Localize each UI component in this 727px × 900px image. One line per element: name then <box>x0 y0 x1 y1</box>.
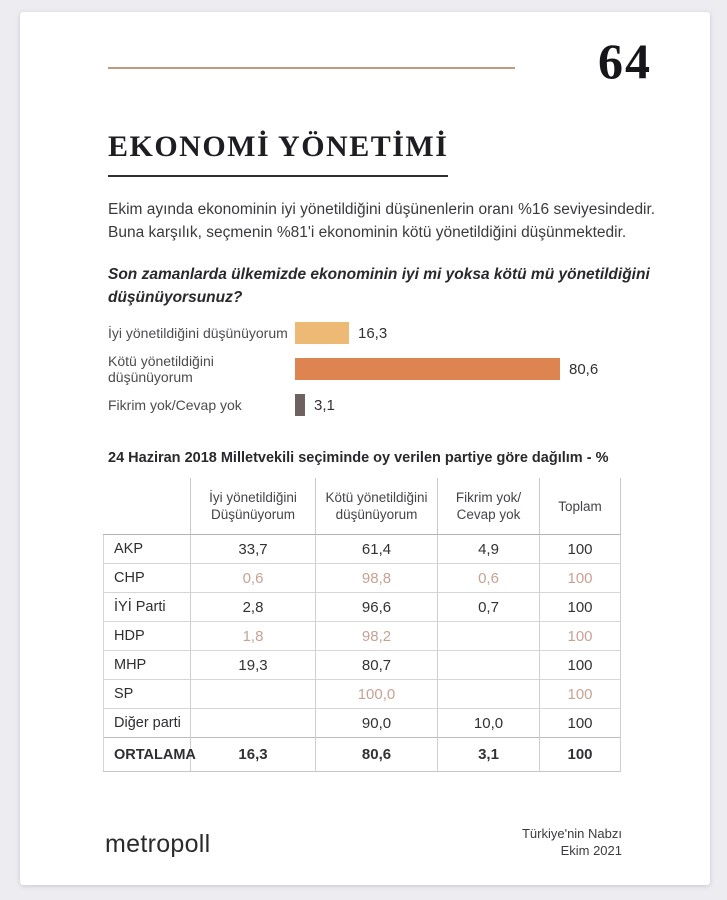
value-cell: 2,8 <box>191 593 316 622</box>
table-column-header: İyi yönetildiğini Düşünüyorum <box>191 478 316 535</box>
value-cell: 80,6 <box>316 738 438 772</box>
party-name-cell: CHP <box>104 564 191 593</box>
value-cell: 96,6 <box>316 593 438 622</box>
value-cell: 100 <box>540 651 621 680</box>
chart-bar-segment <box>295 394 305 416</box>
intro-paragraph <box>108 198 688 244</box>
table-row <box>104 535 621 564</box>
question-line: düşünüyorsunuz? <box>108 289 243 306</box>
chart-row <box>108 394 688 416</box>
intro-line: Buna karşılık, seçmenin %81'i ekonominin kötü yönetildiğini düşünmektedir. <box>108 224 627 241</box>
value-cell: 33,7 <box>191 535 316 564</box>
table-row <box>104 738 621 772</box>
intro-line: Ekim ayında ekonominin iyi yönetildiğini düşünenlerin oranı %16 seviyesindedir. <box>108 201 656 218</box>
chart-category-label: Fikrim yok/Cevap yok <box>108 397 242 413</box>
value-cell: 98,8 <box>316 564 438 593</box>
party-name-cell: AKP <box>104 535 191 564</box>
value-cell <box>191 709 316 738</box>
survey-question <box>108 263 688 309</box>
report-page <box>20 12 710 885</box>
value-cell: 3,1 <box>438 738 540 772</box>
table-column-header <box>104 478 191 535</box>
value-cell: 100 <box>540 622 621 651</box>
value-cell: 100,0 <box>316 680 438 709</box>
value-cell: 80,7 <box>316 651 438 680</box>
chart-category-label: Kötü yönetildiğini düşünüyorum <box>108 353 214 385</box>
value-cell <box>191 680 316 709</box>
chart-value-label: 3,1 <box>314 396 335 414</box>
value-cell: 98,2 <box>316 622 438 651</box>
value-cell <box>438 680 540 709</box>
table-row <box>104 564 621 593</box>
party-breakdown-table <box>103 478 621 772</box>
table-column-header: Fikrim yok/ Cevap yok <box>438 478 540 535</box>
party-name-cell: HDP <box>104 622 191 651</box>
chart-bar-segment <box>295 322 349 344</box>
value-cell: 1,8 <box>191 622 316 651</box>
party-name-cell: ORTALAMA <box>104 738 191 772</box>
table-row <box>104 622 621 651</box>
table-title: 24 Haziran 2018 Milletvekili seçiminde oy verilen partiye göre dağılım - % <box>108 450 609 466</box>
metropoll-logo: metropoll <box>105 830 211 858</box>
table-row <box>104 651 621 680</box>
value-cell: 90,0 <box>316 709 438 738</box>
table-row <box>104 593 621 622</box>
table-column-header: Kötü yönetildiğini düşünüyorum <box>316 478 438 535</box>
value-cell <box>438 651 540 680</box>
page-number: 64 <box>598 33 652 89</box>
value-cell: 4,9 <box>438 535 540 564</box>
footer-line: Türkiye'nin Nabzı <box>521 826 622 841</box>
party-name-cell: İYİ Parti <box>104 593 191 622</box>
value-cell: 100 <box>540 564 621 593</box>
chart-row <box>108 322 688 344</box>
value-cell: 0,6 <box>191 564 316 593</box>
table-body <box>104 535 621 772</box>
chart-value-label: 80,6 <box>569 360 599 378</box>
value-cell: 10,0 <box>438 709 540 738</box>
value-cell: 0,6 <box>438 564 540 593</box>
value-cell: 100 <box>540 593 621 622</box>
party-name-cell: Diğer parti <box>104 709 191 738</box>
value-cell: 19,3 <box>191 651 316 680</box>
value-cell: 100 <box>540 535 621 564</box>
page-title: EKONOMİ YÖNETİMİ <box>108 130 448 177</box>
value-cell: 100 <box>540 680 621 709</box>
chart-value-label: 16,3 <box>358 324 388 342</box>
footer-meta <box>522 825 622 859</box>
value-cell: 61,4 <box>316 535 438 564</box>
value-cell: 100 <box>540 709 621 738</box>
table-row <box>104 709 621 738</box>
party-name-cell: MHP <box>104 651 191 680</box>
value-cell: 16,3 <box>191 738 316 772</box>
chart-bar-segment <box>295 358 560 380</box>
value-cell: 100 <box>540 738 621 772</box>
header-rule <box>108 67 515 69</box>
chart-row <box>108 353 688 385</box>
value-cell: 0,7 <box>438 593 540 622</box>
question-line: Son zamanlarda ülkemizde ekonominin iyi mi yoksa kötü mü yönetildiğini <box>108 266 650 283</box>
party-name-cell: SP <box>104 680 191 709</box>
chart-category-label: İyi yönetildiğini düşünüyorum <box>108 325 288 341</box>
table-column-header: Toplam <box>540 478 621 535</box>
table-row <box>104 680 621 709</box>
footer-line: Ekim 2021 <box>560 843 622 858</box>
value-cell <box>438 622 540 651</box>
table-header <box>104 478 621 535</box>
bar-chart <box>108 322 688 430</box>
